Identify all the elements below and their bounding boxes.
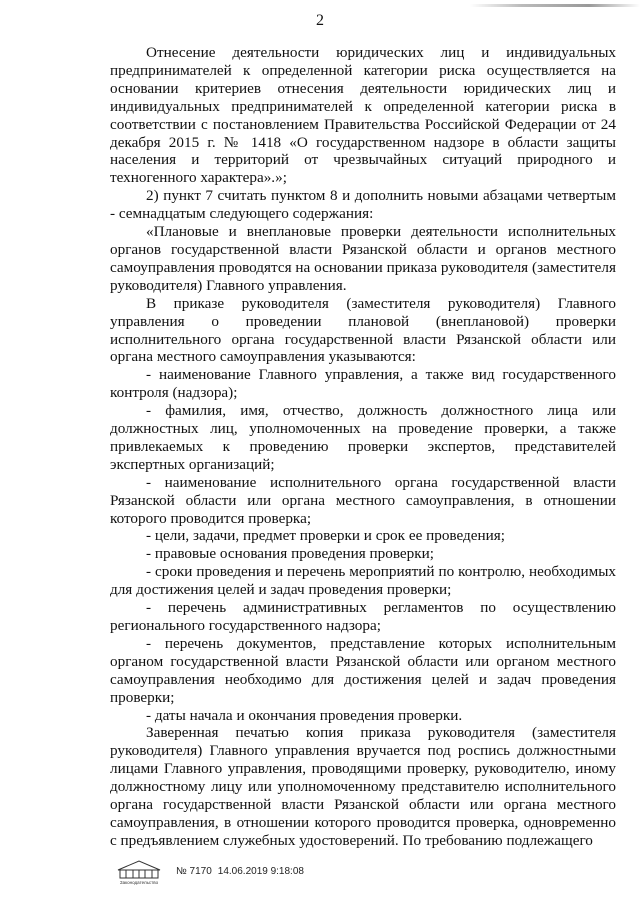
document-timestamp: 14.06.2019 9:18:08 [217, 866, 304, 877]
list-item: - фамилия, имя, отчество, должность должностного лица или должностных лиц, уполномоченных на проведение проверки, а также привлекаемых к проведению проверки экспертов, представителей экспертных организаций; [110, 402, 616, 473]
list-item: - правовые основания проведения проверки; [146, 545, 434, 563]
registry-stamp-icon [110, 858, 168, 886]
paragraph: 2) пункт 7 считать пунктом 8 и дополнить новыми абзацами четвертым - семнадцатым следующего содержания: [110, 187, 616, 223]
document-footer [176, 866, 304, 877]
list-item: - перечень административных регламентов по осуществлению регионального государственного надзора; [110, 599, 616, 634]
list-item: - наименование исполнительного органа государственной власти Рязанской области или органа местного самоуправления, в отношении которого проводится проверка; [110, 473, 616, 527]
stamp-caption: Законодательство [119, 880, 159, 885]
list-item: - даты начала и окончания проведения проверки. [146, 706, 463, 724]
paragraph: Отнесение деятельности юридических лиц и индивидуальных предпринимателей к определенной категории риска осуществляется на основании критериев отнесения деятельности юридических лиц и индивидуальных предпринимателей к определенной категории риска в соответствии с постановлением Правительства Российской Федерации от 24 декабря 2015 г. № 1418 «О государственном надзоре в области защиты населения и территорий от чрезвычайных ситуаций природного и техногенного характера».»; [110, 44, 616, 187]
scan-artifact [470, 4, 640, 7]
list-item: - наименование Главного управления, а также вид государственного контроля (надзора); [110, 366, 616, 402]
list-item: - перечень документов, представление которых исполнительным органом государственной власти Рязанской области или органом местного самоуправления необходимо для достижения целей и задач проведения проверки; [110, 634, 616, 706]
document-number: № 7170 [176, 866, 212, 877]
document-body [110, 44, 616, 850]
list-item: - сроки проведения и перечень мероприятий по контролю, необходимых для достижения целей и задач проведения проверки; [110, 563, 616, 599]
page-number: 2 [316, 12, 324, 29]
paragraph: «Плановые и внеплановые проверки деятельности исполнительных органов государственной власти Рязанской области и органов местного самоуправления проводятся на основании приказа руководителя (заместителя руководителя) Главного управления. [110, 223, 616, 294]
list-item: - цели, задачи, предмет проверки и срок ее проведения; [146, 527, 505, 545]
paragraph: Заверенная печатью копия приказа руководителя (заместителя руководителя) Главного управления вручается под роспись должностными лицами Главного управления, проводящими проверку, руководителю, иному должностному лицу или уполномоченному представителю исполнительного органа государственной власти Рязанской области или органа местного самоуправления, в отношении которого проводится проверка, одновременно с предъявлением служебных удостоверений. По требованию подлежащего [110, 724, 616, 849]
paragraph: В приказе руководителя (заместителя руководителя) Главного управления о проведении плановой (внеплановой) проверки исполнительного органа государственной власти Рязанской области или органа местного самоуправления указываются: [110, 294, 616, 366]
